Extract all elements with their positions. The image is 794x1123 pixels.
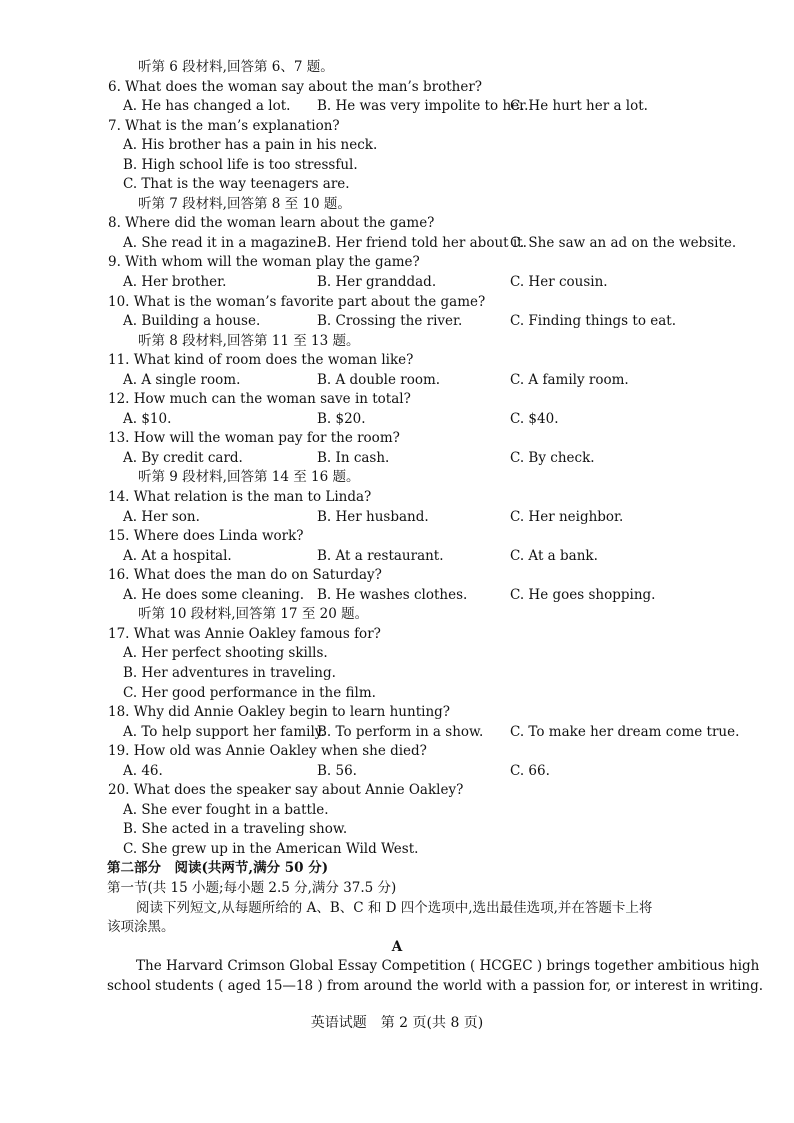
option-18c: C. To make her dream come true. xyxy=(510,723,740,740)
options-16 xyxy=(0,586,794,606)
option-6b: B. He was very impolite to her. xyxy=(317,98,529,115)
option-12c: C. $40. xyxy=(510,410,559,427)
section-heading-10: 听第 10 段材料,回答第 17 至 20 题。 xyxy=(138,606,369,623)
option-17c: C. Her good performance in the film. xyxy=(123,684,376,701)
page-footer: 英语试题 第 2 页(共 8 页) xyxy=(310,1015,484,1031)
part2-title: 第二部分 阅读(共两节,满分 50 分) xyxy=(107,860,329,877)
option-20c: C. She grew up in the American Wild West. xyxy=(123,840,419,857)
option-8c: C. She saw an ad on the website. xyxy=(510,234,737,251)
question-15: 15. Where does Linda work? xyxy=(108,528,304,545)
option-17b: B. Her adventures in traveling. xyxy=(123,664,336,681)
question-19: 19. How old was Annie Oakley when she died? xyxy=(108,743,427,760)
option-10a: A. Building a house. xyxy=(123,313,261,330)
question-9: 9. With whom will the woman play the game? xyxy=(108,254,420,271)
page-content xyxy=(0,58,794,996)
option-17a: A. Her perfect shooting skills. xyxy=(123,645,328,662)
option-9a: A. Her brother. xyxy=(123,274,227,291)
question-11: 11. What kind of room does the woman like? xyxy=(108,352,414,369)
options-12 xyxy=(0,410,794,430)
question-10: 10. What is the woman’s favorite part about the game? xyxy=(108,293,486,310)
option-11b: B. A double room. xyxy=(317,371,441,388)
option-8a: A. She read it in a magazine. xyxy=(123,234,321,251)
section-heading-6: 听第 6 段材料,回答第 6、7 题。 xyxy=(138,59,334,75)
option-7c: C. That is the way teenagers are. xyxy=(123,176,350,193)
option-9c: C. Her cousin. xyxy=(510,274,608,291)
options-14 xyxy=(0,508,794,528)
option-13c: C. By check. xyxy=(510,449,595,466)
option-6a: A. He has changed a lot. xyxy=(123,98,291,115)
question-6: 6. What does the woman say about the man’s brother? xyxy=(108,78,483,95)
option-20b: B. She acted in a traveling show. xyxy=(123,821,348,838)
question-13: 13. How will the woman pay for the room? xyxy=(108,430,400,447)
option-18a: A. To help support her family. xyxy=(123,723,325,740)
option-15a: A. At a hospital. xyxy=(123,547,232,564)
part2-section1: 第一节(共 15 小题;每小题 2.5 分,满分 37.5 分) xyxy=(107,879,397,896)
options-8 xyxy=(0,234,794,254)
reading-instruction-line2: 该项涂黑。 xyxy=(107,919,175,936)
option-20a: A. She ever fought in a battle. xyxy=(123,801,329,818)
passage-line2: school students ( aged 15—18 ) from around the world with a passion for, or interest in writing. xyxy=(107,977,764,994)
options-10 xyxy=(0,312,794,332)
option-10b: B. Crossing the river. xyxy=(317,313,463,330)
option-15b: B. At a restaurant. xyxy=(317,547,444,564)
options-18 xyxy=(0,723,794,743)
options-6 xyxy=(0,97,794,117)
option-12b: B. $20. xyxy=(317,410,366,427)
question-12: 12. How much can the woman save in total? xyxy=(108,391,411,408)
option-13a: A. By credit card. xyxy=(123,449,243,466)
option-6c: C. He hurt her a lot. xyxy=(510,98,648,115)
question-18: 18. Why did Annie Oakley begin to learn hunting? xyxy=(108,704,451,721)
option-11c: C. A family room. xyxy=(510,371,629,388)
option-12a: A. $10. xyxy=(123,410,172,427)
option-18b: B. To perform in a show. xyxy=(317,723,484,740)
reading-instruction-line1: 阅读下列短文,从每题所给的 A、B、C 和 D 四个选项中,选出最佳选项,并在答题卡上将 xyxy=(136,899,653,916)
question-20: 20. What does the speaker say about Annie Oakley? xyxy=(108,782,464,799)
question-7: 7. What is the man’s explanation? xyxy=(108,117,340,134)
option-14b: B. Her husband. xyxy=(317,508,429,525)
options-13 xyxy=(0,449,794,469)
options-19 xyxy=(0,762,794,782)
option-8b: B. Her friend told her about it. xyxy=(317,234,527,251)
passage-line1: The Harvard Crimson Global Essay Competition ( HCGEC ) brings together ambitious high xyxy=(136,958,760,975)
option-15c: C. At a bank. xyxy=(510,547,598,564)
option-7b: B. High school life is too stressful. xyxy=(123,156,358,173)
section-heading-8: 听第 8 段材料,回答第 11 至 13 题。 xyxy=(138,332,360,349)
question-14: 14. What relation is the man to Linda? xyxy=(108,489,372,506)
passage-label: A xyxy=(391,938,403,955)
option-13b: B. In cash. xyxy=(317,449,390,466)
question-17: 17. What was Annie Oakley famous for? xyxy=(108,625,381,642)
option-14c: C. Her neighbor. xyxy=(510,508,624,525)
option-19a: A. 46. xyxy=(123,762,163,779)
option-7a: A. His brother has a pain in his neck. xyxy=(123,137,378,154)
options-11 xyxy=(0,371,794,391)
option-16a: A. He does some cleaning. xyxy=(123,586,305,603)
section-heading-7: 听第 7 段材料,回答第 8 至 10 题。 xyxy=(138,195,351,212)
option-10c: C. Finding things to eat. xyxy=(510,313,676,330)
options-15 xyxy=(0,547,794,567)
option-16b: B. He washes clothes. xyxy=(317,586,468,603)
options-9 xyxy=(0,273,794,293)
question-8: 8. Where did the woman learn about the game? xyxy=(108,215,435,232)
question-16: 16. What does the man do on Saturday? xyxy=(108,567,382,584)
section-heading-9: 听第 9 段材料,回答第 14 至 16 题。 xyxy=(138,469,360,486)
option-16c: C. He goes shopping. xyxy=(510,586,656,603)
option-14a: A. Her son. xyxy=(123,508,200,525)
option-11a: A. A single room. xyxy=(123,371,241,388)
option-9b: B. Her granddad. xyxy=(317,274,437,291)
option-19b: B. 56. xyxy=(317,762,357,779)
option-19c: C. 66. xyxy=(510,762,550,779)
